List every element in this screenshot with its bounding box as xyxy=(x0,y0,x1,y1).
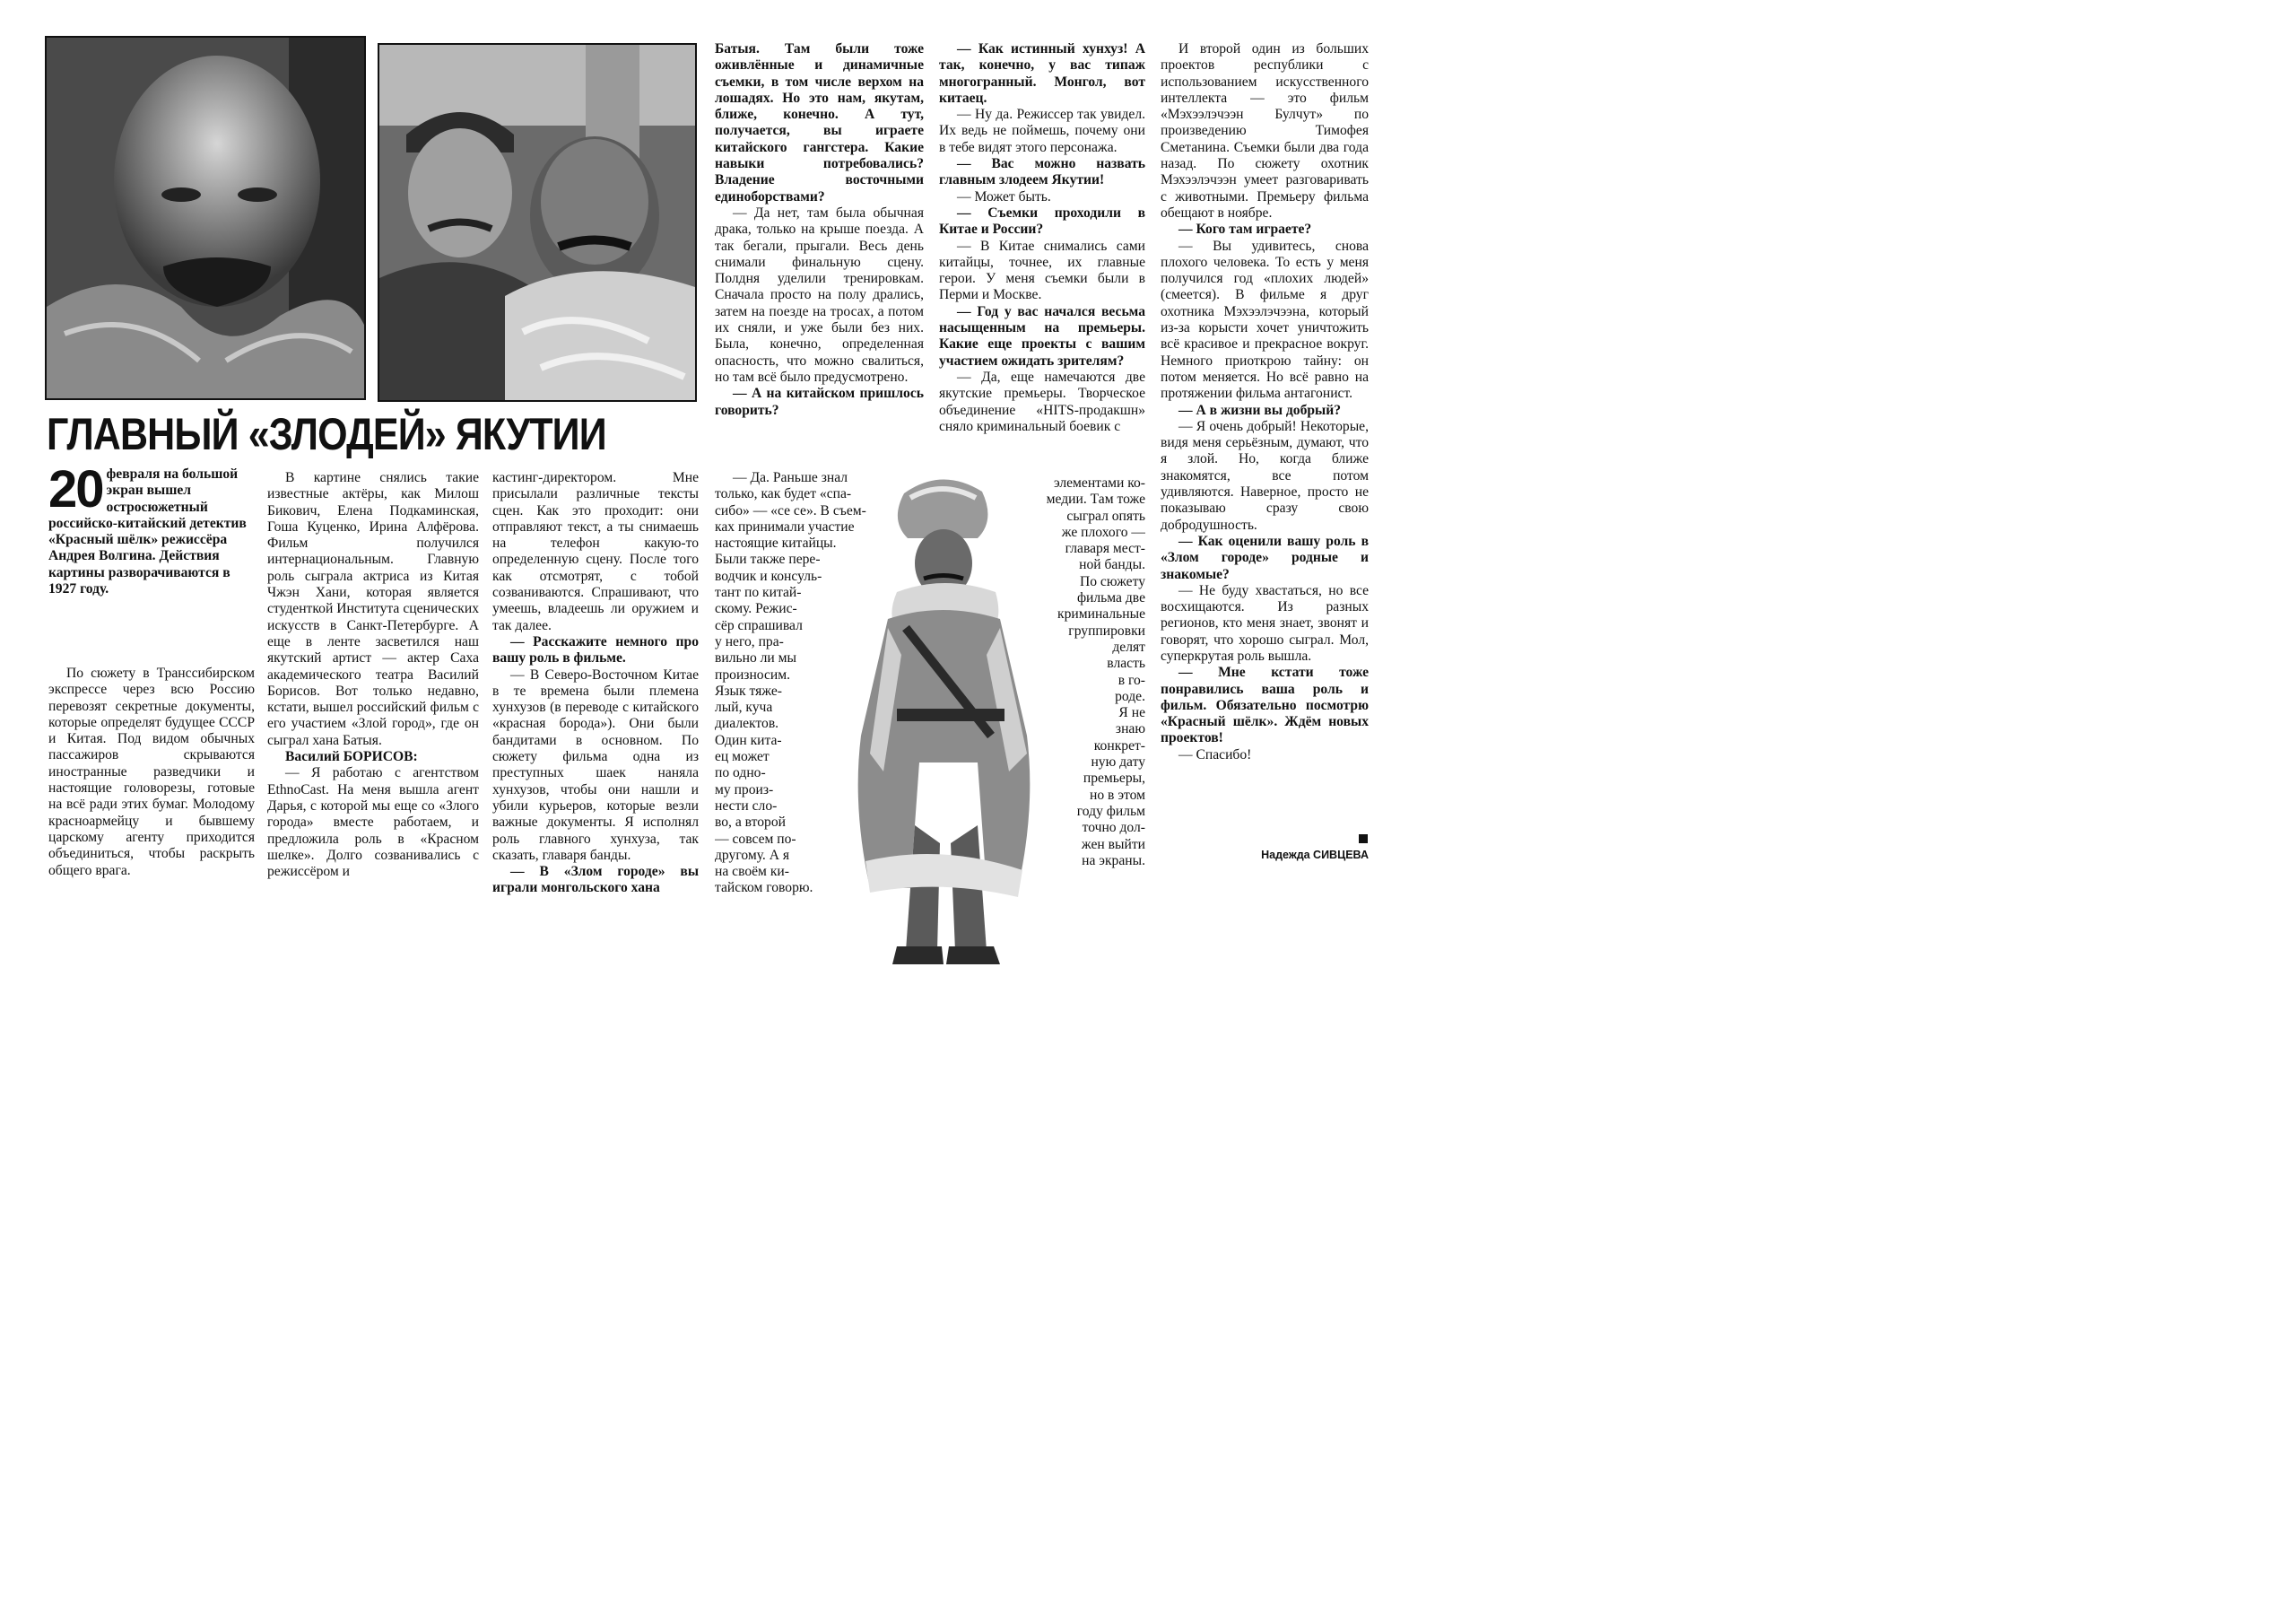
wrap-line: Были также пере- xyxy=(715,552,821,568)
wrap-line: Язык тяже- xyxy=(715,683,782,699)
interview-question: — Как истинный хунхуз! А так, конечно, у вас типаж многогранный. Монгол, вот китаец. xyxy=(939,41,1145,106)
wrap-line: в го- xyxy=(1118,672,1145,688)
col3-paragraph: — В Северо-Восточном Китае в те времена были племена хунхузов (в переводе с китайского «красная борода»). Они были бандитами в основном. По сюжету фильма одна из преступных шаек наняла хунхузов, чтобы они нашли и убили курьеров, которые везли важные документы. Я исполнял роль главного хунхуза, так сказать, главаря банды. xyxy=(492,667,699,863)
wrap-line: скому. Режис- xyxy=(715,601,797,617)
col6-paragraph: — Вы удивитесь, снова плохого человека. То есть у меня получился год «плохих людей» (смеется). В фильме я друг охотника Мэхээлэчээна, который из-за корысти хочет уничтожить всё красивое и прекрасное вокруг. Немного приоткрою тайну: он потом меняется. Но всё равно на протяжении фильма антагонист. xyxy=(1161,238,1369,402)
column-2 xyxy=(267,470,479,919)
column-3 xyxy=(492,470,699,919)
lead-text: февраля на большой экран вышел остросюжетный российско-китайский детектив «Красный шёлк» режиссёра Андрея Волгина. Действия картины разворачиваются в 1927 году. xyxy=(48,466,247,597)
col6-paragraph: — Спасибо! xyxy=(1178,746,1252,762)
wrap-line: точно дол- xyxy=(1082,820,1145,836)
col1-paragraph: По сюжету в Транссибирском экспрессе через всю Россию перевозят секретные документы, которые определят будущее СССР и Китая. Под видом обычных пассажиров скрываются иностранные разведчики и настоящие головорезы, готовые на всё ради этих бумаг. Молодому красноармейцу и бывшему царскому агенту приходится объединиться, чтобы раскрыть общего врага. xyxy=(48,666,255,878)
col5-paragraph: — В Китае снимались сами китайцы, точнее, их главные герои. У меня съемки были в Перми и Москве. xyxy=(939,238,1145,303)
interview-question: — А в жизни вы добрый? xyxy=(1178,402,1342,418)
wrap-line: на экраны. xyxy=(1082,852,1145,868)
wrap-line: лый, куча xyxy=(715,700,773,716)
wrap-line: тайском говорю. xyxy=(715,880,813,896)
photo-standing-figure xyxy=(834,466,1049,978)
wrap-line: сыграл опять xyxy=(1066,508,1145,524)
wrap-line: — Да. Раньше знал xyxy=(733,470,848,485)
col3-paragraph: кастинг-директором. Мне присылали различные тексты сцен. Как это проходит: они отправляют текст, а ты снимаешь на телефон какую-то определенную сцену. После того как отсмотрят, с тобой созваниваются. Спрашивают, что умеешь, владеешь ли оружием и так далее. xyxy=(492,470,699,633)
wrap-line: фильма две xyxy=(1076,590,1145,606)
wrap-line: тант по китай- xyxy=(715,585,802,601)
wrap-line: криминальные xyxy=(1057,606,1145,623)
interview-question: — Как оценили вашу роль в «Злом городе» родные и знакомые? xyxy=(1161,533,1369,582)
wrap-line: группировки xyxy=(1068,623,1145,639)
wrap-line: Я не xyxy=(1118,705,1145,721)
wrap-line: знаю xyxy=(1115,721,1145,737)
photo-two-men xyxy=(378,43,697,402)
end-of-article-mark xyxy=(1359,834,1368,843)
column-6 xyxy=(1161,41,1369,844)
wrap-line: ной банды. xyxy=(1079,557,1145,573)
col6-paragraph: — Не буду хвастаться, но все восхищаются. Из разных регионов, кто меня знает, звонят и говорят, что хорошо сыграл. Мол, суперкрутая роль вышла. xyxy=(1161,582,1369,664)
wrap-line: на своём ки- xyxy=(715,864,789,880)
col5-paragraph: — Ну да. Режиссер так увидел. Их ведь не поймешь, почему они в тебе видят этого персонажа. xyxy=(939,107,1145,155)
wrap-line: делят xyxy=(1112,639,1145,655)
interview-question: — В «Злом городе» вы играли монгольского хана xyxy=(492,864,699,896)
interview-question: — Съемки проходили в Китае и России? xyxy=(939,205,1145,238)
wrap-line: По сюжету xyxy=(1079,573,1145,589)
wrap-line: медии. Там тоже xyxy=(1046,492,1145,508)
wrap-line: роде. xyxy=(1115,688,1145,704)
wrap-line: сёр спрашивал xyxy=(715,617,803,633)
wrap-line: элементами ко- xyxy=(1053,475,1145,491)
wrap-line: ную дату xyxy=(1091,754,1145,771)
wrap-line: — совсем по- xyxy=(715,831,796,847)
speaker-name: Василий БОРИСОВ: xyxy=(285,749,418,765)
interview-question: — Кого там играете? xyxy=(1178,222,1312,238)
col5-paragraph: — Может быть. xyxy=(957,188,1051,205)
wrap-line: только, как будет «спа- xyxy=(715,486,852,502)
interview-question: — Расскажите немного про вашу роль в фильме. xyxy=(492,633,699,667)
wrap-line: настоящие китайцы. xyxy=(715,536,837,552)
wrap-line: диалектов. xyxy=(715,716,779,732)
interview-question: — А на китайском пришлось говорить? xyxy=(715,386,924,418)
column-5-top xyxy=(939,41,1145,475)
column-4-top xyxy=(715,41,924,475)
standing-figure-image xyxy=(834,466,1049,978)
col5-paragraph: — Да, еще намечаются две якутские премьеры. Творческое объединение «HITS-продакшн» сняло криминальный боевик с xyxy=(939,369,1145,434)
wrap-line: му произ- xyxy=(715,781,774,797)
wrap-line: году фильм xyxy=(1076,803,1145,819)
interview-question: — Мне кстати тоже понравились ваша роль и фильм. Обязательно посмотрю «Красный шёлк». Ждём новых проектов! xyxy=(1161,665,1369,746)
wrap-line: но в этом xyxy=(1090,787,1145,803)
wrap-line: вильно ли мы xyxy=(715,650,797,667)
wrap-line: произносим. xyxy=(715,667,791,683)
wrap-line: сибо» — «се се». В съем- xyxy=(715,502,866,518)
wrap-line: у него, пра- xyxy=(715,633,784,649)
article-headline: ГЛАВНЫЙ «ЗЛОДЕЙ» ЯКУТИИ xyxy=(47,409,606,459)
wrap-line: другому. А я xyxy=(715,847,790,863)
interview-question: — Год у вас начался весьма насыщенным на премьеры. Какие еще проекты с вашим участием ожидать зрителям? xyxy=(939,303,1145,369)
column-1 xyxy=(48,666,255,917)
wrap-line: же плохого — xyxy=(1061,524,1145,540)
interview-question: — Вас можно назвать главным злодеем Якутии! xyxy=(939,156,1145,188)
portrait-closeup-image xyxy=(47,38,364,398)
wrap-line: конкрет- xyxy=(1093,737,1145,754)
wrap-line: ках принимали участие xyxy=(715,518,855,535)
wrap-line: власть xyxy=(1107,656,1145,672)
col2-paragraph: — Я работаю с агентством EthnoCast. На меня вышла агент Дарья, с которой мы еще со «Злого города» вместе работаем, и предложила роль в «Красном шелке». Долго созванивались с режиссёром и xyxy=(267,765,479,880)
lead-dropcap: 20 xyxy=(48,460,103,518)
article-author: Надежда СИВЦЕВА xyxy=(1261,849,1369,861)
wrap-line: водчик и консуль- xyxy=(715,568,822,584)
wrap-line: ец может xyxy=(715,749,770,765)
wrap-line: жен выйти xyxy=(1081,836,1145,852)
col2-paragraph: В картине снялись такие известные актёры, как Милош Бикович, Елена Подкаминская, Гоша Куценко, Ирина Алфёрова. Фильм получился интернациональным. Главную роль сыграла актриса из Китая Чжэн Хани, которая является студенткой Института сценических искусств в Санкт-Петербурге. А еще в ленте засветился наш якутский артист — актер Саха академического театра Василий Борисов. Вот только недавно, кстати, вышел российский фильм с его участием «Злой город», где он сыграл хана Батыя. xyxy=(267,470,479,748)
wrap-line: главаря мест- xyxy=(1065,541,1145,557)
interview-question: Батыя. Там были тоже оживлённые и динамичные съемки, в том числе верхом на лошадях. Но это нам, якутам, ближе, конечно. А тут, получается, вы играете китайского гангстера. Какие навыки потребовались? Владение восточными единоборствами? xyxy=(715,41,924,205)
col6-paragraph: — Я очень добрый! Некоторые, видя меня серьёзным, думают, что я злой. Но, когда ближе знакомятся, все потом удивляются. Наверное, просто не показываю сразу свою добродушность. xyxy=(1161,418,1369,533)
two-men-image xyxy=(379,45,695,400)
wrap-line: нести сло- xyxy=(715,797,778,814)
photo-portrait-closeup xyxy=(45,36,366,400)
wrap-line: премьеры, xyxy=(1083,771,1145,787)
wrap-line: Один кита- xyxy=(715,732,782,748)
wrap-line: во, а второй xyxy=(715,815,786,831)
col4-paragraph: — Да нет, там была обычная драка, только на крыше поезда. А так бегали, прыгали. Весь день снимали финальную сцену. Полдня уделили тренировкам. Сначала просто на полу дрались, затем на поезде на тросах, а потом их сняли, и уже были без них. Была, конечно, определенная опасность, что можно свалиться, но там всё было предусмотрено. xyxy=(715,205,924,385)
article-lead xyxy=(48,460,255,655)
wrap-line: по одно- xyxy=(715,765,766,781)
col6-paragraph: И второй один из больших проектов республики с использованием искусственного интеллекта — это фильм «Мэхээлэчээн Булчут» по произведению Тимофея Сметанина. Съемки были два года назад. По сюжету охотник Мэхээлэчээн умеет разговаривать с животными. Премьеру фильма обещают в ноябре. xyxy=(1161,41,1369,221)
